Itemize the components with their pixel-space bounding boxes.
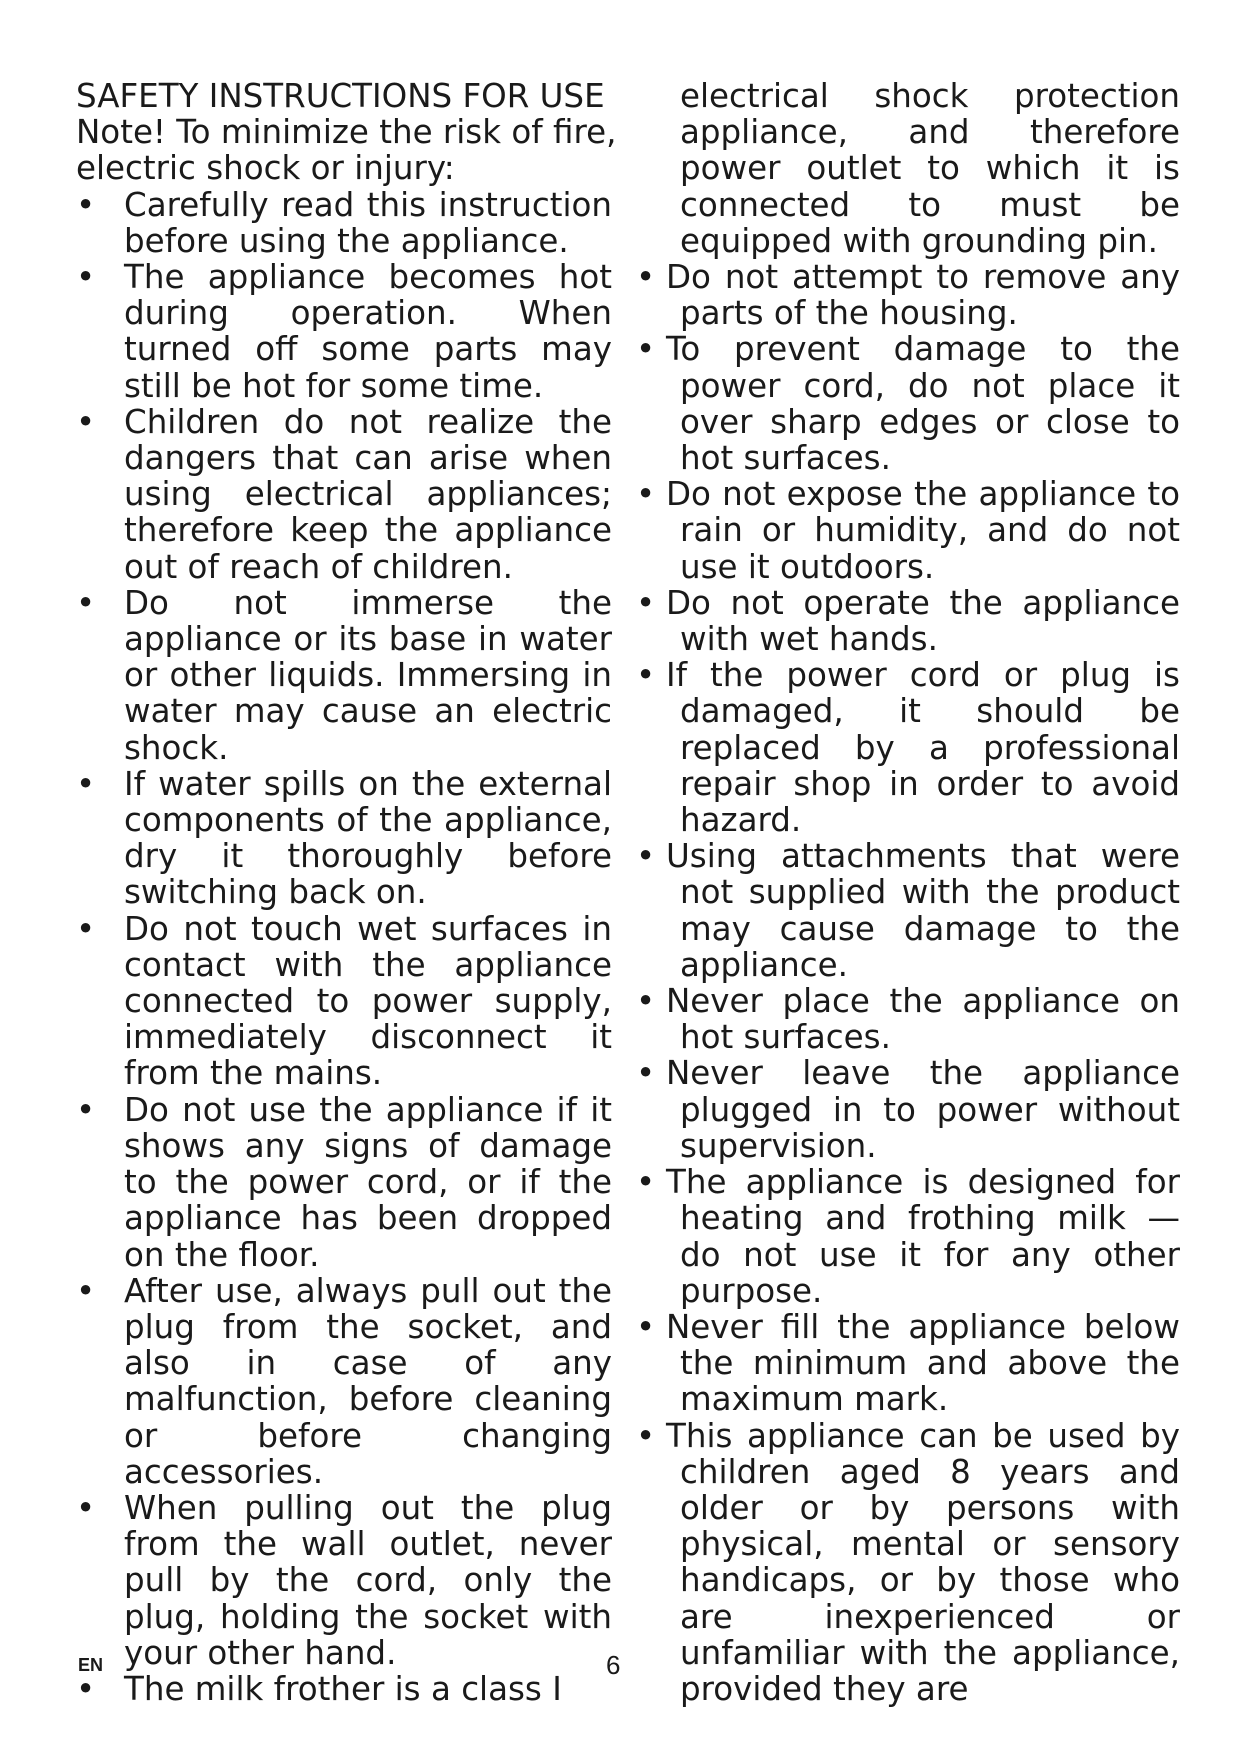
instruction-item: • Do not use the appliance if it shows any signs of damage to the power cord, or if the appliance has been dropped on the floor. xyxy=(76,1092,612,1273)
language-code: EN xyxy=(78,1655,104,1675)
instruction-item: • The milk frother is a class I xyxy=(76,1671,612,1707)
instruction-item: • Do not expose the appliance to rain or humidity, and do not use it outdoors. xyxy=(666,476,1180,585)
page-number: 6 xyxy=(606,1650,621,1680)
instruction-item: • Never leave the appliance plugged in to power without supervision. xyxy=(666,1055,1180,1164)
instruction-item: • Never fill the appliance below the minimum and above the maximum mark. xyxy=(666,1309,1180,1418)
section-heading: SAFETY INSTRUCTIONS FOR USE xyxy=(76,77,605,115)
instruction-item: • Never place the appliance on hot surfaces. xyxy=(666,983,1180,1055)
instruction-item: • Do not operate the appliance with wet hands. xyxy=(666,585,1180,657)
instruction-item: • After use, always pull out the plug from the socket, and also in case of any malfunction, before cleaning or before changing accessories. xyxy=(76,1273,612,1490)
right-instruction-list xyxy=(666,259,1180,1707)
instruction-item: • Carefully read this instruction before using the appliance. xyxy=(76,187,612,259)
instruction-item: • Do not immerse the appliance or its base in water or other liquids. Immersing in water may cause an electric shock. xyxy=(76,585,612,766)
instruction-item: • Using attachments that were not supplied with the product may cause damage to the appliance. xyxy=(666,838,1180,983)
instruction-item: • Do not attempt to remove any parts of the housing. xyxy=(666,259,1180,331)
left-column xyxy=(76,77,617,1708)
left-instruction-list xyxy=(76,187,612,1708)
instruction-item: • To prevent damage to the power cord, do not place it over sharp edges or close to hot surfaces. xyxy=(666,331,1180,476)
intro-line-2: electric shock or injury: xyxy=(76,149,455,188)
right-column xyxy=(666,78,1180,1707)
instruction-item: • The appliance becomes hot during operation. When turned off some parts may still be hot for some time. xyxy=(76,259,612,404)
continued-instruction-text: electrical shock protection appliance, and therefore power outlet to which it is connected to must be equipped with grounding pin. xyxy=(680,77,1180,260)
intro-line-1: Note! To minimize the risk of fire, xyxy=(76,113,617,152)
instruction-item: • Children do not realize the dangers that can arise when using electrical appliances; therefore keep the appliance out of reach of children. xyxy=(76,404,612,585)
instruction-item: • When pulling out the plug from the wall outlet, never pull by the cord, only the plug, holding the socket with your other hand. xyxy=(76,1490,612,1671)
instruction-item: • Do not touch wet surfaces in contact with the appliance connected to power supply, immediately disconnect it from the mains. xyxy=(76,911,612,1092)
instruction-item: • If the power cord or plug is damaged, it should be replaced by a professional repair shop in order to avoid hazard. xyxy=(666,657,1180,838)
instruction-item: • If water spills on the external components of the appliance, dry it thoroughly before switching back on. xyxy=(76,766,612,911)
instruction-item: • This appliance can be used by children aged 8 years and older or by persons with physical, mental or sensory handicaps, or by those who are inexperienced or unfamiliar with the appliance, provided they are xyxy=(666,1418,1180,1708)
instruction-item: • The appliance is designed for heating and frothing milk — do not use it for any other purpose. xyxy=(666,1164,1180,1309)
